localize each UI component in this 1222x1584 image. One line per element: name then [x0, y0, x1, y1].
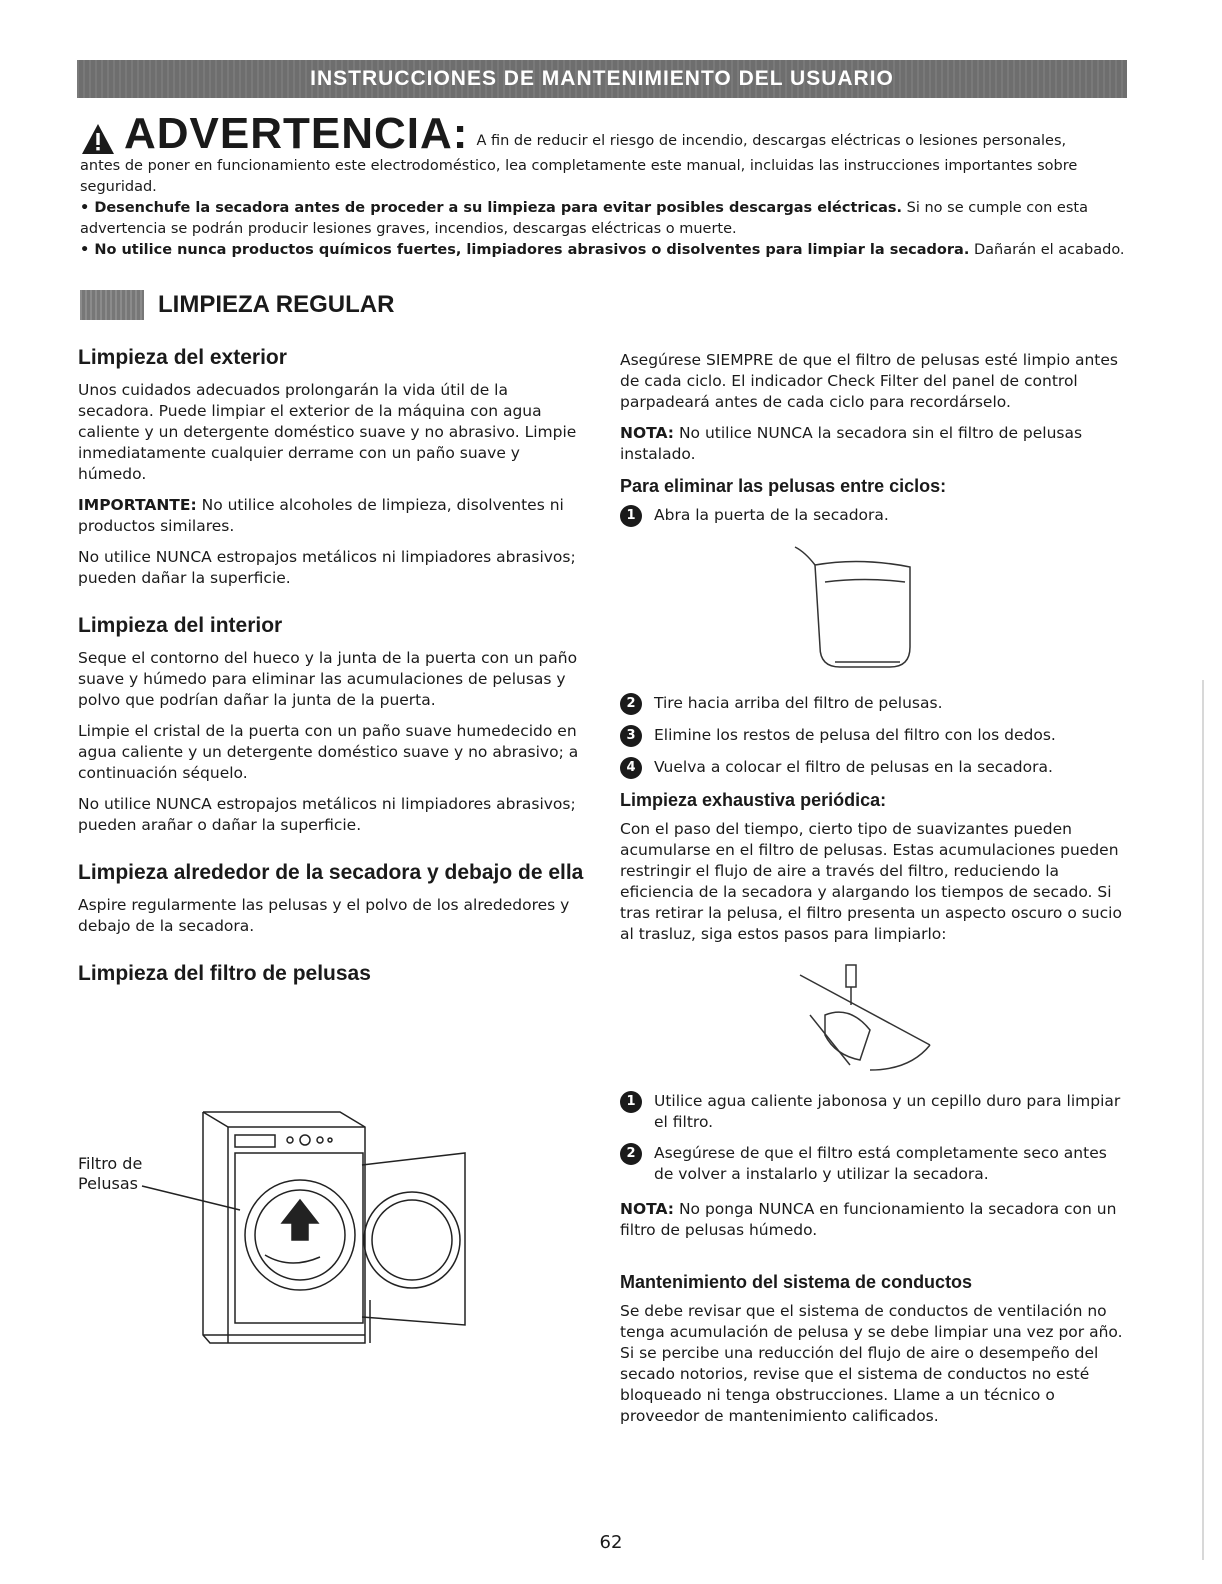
interior-paragraph-2: Limpie el cristal de la puerta con un paño suave humedecido en agua caliente y un detergente doméstico suave y no abrasivo; a continuación séquelo.	[78, 722, 579, 782]
interior-heading: Limpieza del interior	[78, 614, 283, 637]
filter-heading: Limpieza del filtro de pelusas	[78, 962, 371, 985]
between-cycles-heading: Para eliminar las pelusas entre ciclos:	[620, 476, 947, 496]
header-banner: INSTRUCCIONES DE MANTENIMIENTO DEL USUARIO	[77, 60, 1127, 98]
step-a-1: 1 Abra la puerta de la secadora.	[620, 505, 1130, 527]
left-column	[78, 345, 588, 996]
lint-filter-illustration	[620, 537, 1130, 687]
warning-body: antes de poner en funcionamiento este electrodoméstico, lea completamente este manual, incluidas las instrucciones importantes sobre seguridad.	[80, 158, 1078, 195]
dryer-illustration	[140, 1105, 480, 1350]
warning-lead: A fin de reducir el riesgo de incendio, descargas eléctricas o lesiones personales,	[476, 133, 1067, 149]
exterior-warning: No utilice NUNCA estropajos metálicos ni limpiadores abrasivos; pueden dañar la superficie.	[78, 548, 576, 587]
ducts-paragraph: Se debe revisar que el sistema de conductos de ventilación no tenga acumulación de pelusa y se debe limpiar una vez por año. Si se percibe una reducción del flujo de aire o desempeño del secado notorios, revise que el sistema de conductos no esté bloqueado ni tenga obstrucciones. Llame a un técnico o proveedor de mantenimiento calificados.	[620, 1302, 1123, 1425]
section-title: LIMPIEZA REGULAR	[80, 290, 394, 320]
periodic-paragraph: Con el paso del tiempo, cierto tipo de suavizantes pueden acumularse en el filtro de pelusas. Estas acumulaciones pueden restringir el flujo de aire a través del filtro, reduciendo la eficiencia de la secadora y alargando los tiempos de secado. Si tras retirar la pelusa, el filtro presenta un aspecto oscuro o sucio al trasluz, siga estos pasos para limpiarlo:	[620, 820, 1122, 943]
scan-edge	[1202, 680, 1204, 1560]
step-number: 1	[620, 505, 642, 527]
step-b-1: 1 Utilice agua caliente jabonosa y un cepillo duro para limpiar el filtro.	[620, 1091, 1130, 1133]
around-heading: Limpieza alrededor de la secadora y debajo de ella	[78, 861, 584, 884]
around-paragraph: Aspire regularmente las pelusas y el polvo de los alrededores y debajo de la secadora.	[78, 896, 570, 935]
step-b-2: 2 Asegúrese de que el filtro está completamente seco antes de volver a instalarlo y utilizar la secadora.	[620, 1143, 1130, 1185]
interior-paragraph-3: No utilice NUNCA estropajos metálicos ni limpiadores abrasivos; pueden arañar o dañar la superficie.	[78, 795, 576, 834]
interior-paragraph-1: Seque el contorno del hueco y la junta de la puerta con un paño suave y húmedo para eliminar las acumulaciones de pelusas y polvo que podrían dañar la junta de la puerta.	[78, 649, 578, 709]
warning-triangle-icon	[80, 122, 116, 156]
section-marker	[80, 290, 144, 320]
warning-title: ADVERTENCIA:	[124, 109, 469, 158]
step-number: 4	[620, 757, 642, 779]
filter-washing-illustration	[620, 955, 1130, 1085]
exterior-paragraph: Unos cuidados adecuados prolongarán la vida útil de la secadora. Puede limpiar el exterior de la máquina con agua caliente y un detergente doméstico suave y no abrasivo. Limpie inmediatamente cualquier derrame con un paño suave y húmedo.	[78, 381, 577, 483]
right-column	[620, 350, 1130, 1437]
step-number: 2	[620, 693, 642, 715]
always-clean-paragraph: Asegúrese SIEMPRE de que el filtro de pelusas esté limpio antes de cada ciclo. El indicador Check Filter del panel de control parpadeará antes de cada ciclo para recordárselo.	[620, 351, 1118, 411]
step-number: 2	[620, 1143, 642, 1165]
step-a-3: 3 Elimine los restos de pelusa del filtro con los dedos.	[620, 725, 1130, 747]
page-number: 62	[599, 1532, 623, 1553]
periodic-heading: Limpieza exhaustiva periódica:	[620, 790, 887, 810]
figure-label-lint-filter: Filtro de Pelusas	[78, 1154, 143, 1193]
warning-bullet-1: • Desenchufe la secadora antes de proceder a su limpieza para evitar posibles descargas eléctricas. Si no se cumple con esta advertencia se podrán producir lesiones graves, incendios, descargas eléctricas o muerte.	[80, 200, 1088, 237]
ducts-heading: Mantenimiento del sistema de conductos	[620, 1272, 973, 1292]
note-1: NOTA: No utilice NUNCA la secadora sin el filtro de pelusas instalado.	[620, 424, 1083, 463]
exterior-heading: Limpieza del exterior	[78, 346, 287, 369]
note-2: NOTA: No ponga NUNCA en funcionamiento la secadora con un filtro de pelusas húmedo.	[620, 1200, 1117, 1239]
step-number: 3	[620, 725, 642, 747]
important-note: IMPORTANTE: No utilice alcoholes de limpieza, disolventes ni productos similares.	[78, 496, 564, 535]
step-number: 1	[620, 1091, 642, 1113]
warning-block	[80, 109, 1125, 261]
step-a-2: 2 Tire hacia arriba del filtro de pelusas.	[620, 693, 1130, 715]
warning-bullet-2: • No utilice nunca productos químicos fuertes, limpiadores abrasivos o disolventes para limpiar la secadora. Dañarán el acabado.	[80, 242, 1125, 258]
step-a-4: 4 Vuelva a colocar el filtro de pelusas en la secadora.	[620, 757, 1130, 779]
